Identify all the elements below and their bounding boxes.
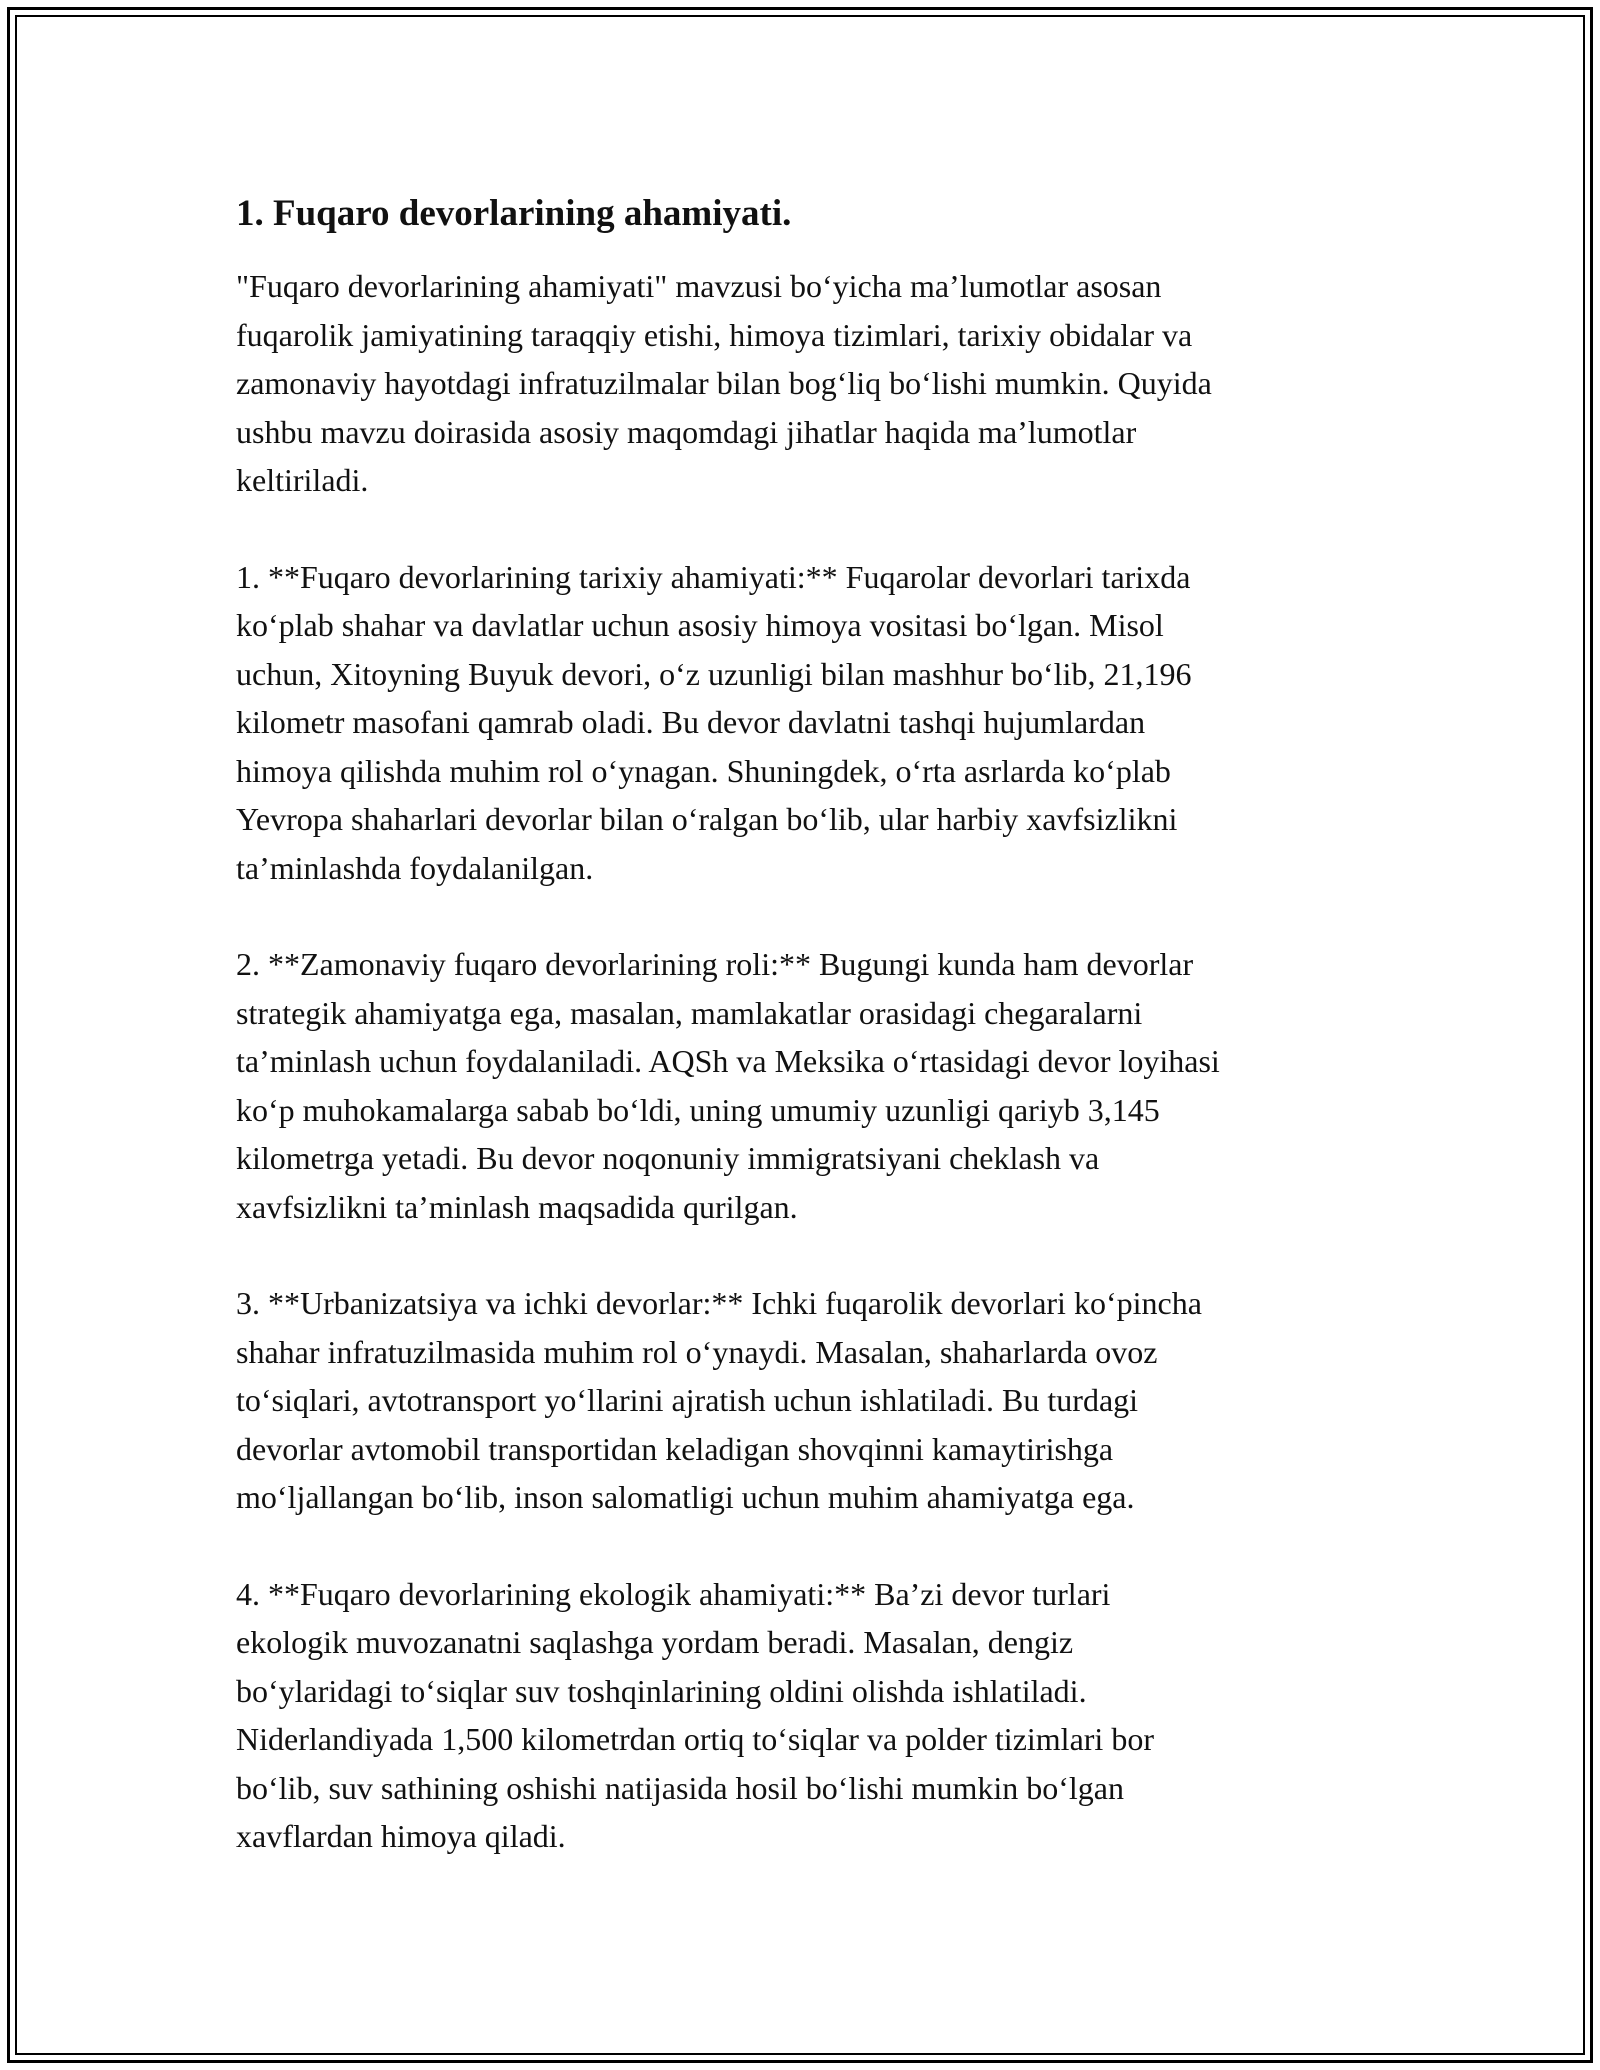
paragraph-intro [236, 262, 1386, 505]
text-line: xavfsizlikni ta’minlash maqsadida qurilgan. [236, 1188, 798, 1225]
paragraph-historical [236, 553, 1386, 893]
text-line: kilometrga yetadi. Bu devor noqonuniy immigratsiyani cheklash va [236, 1140, 1100, 1176]
text-line: shahar infratuzilmasida muhim rol o‘ynaydi. Masalan, shaharlarda ovoz [236, 1333, 1158, 1370]
text-line: ko‘plab shahar va davlatlar uchun asosiy himoya vositasi bo‘lgan. Misol [236, 607, 1164, 643]
text-line: "Fuqaro devorlarining ahamiyati" mavzusi bo‘yicha ma’lumotlar asosan [236, 268, 1162, 304]
text-line: ta’minlashda foydalanilgan. [236, 849, 594, 886]
text-line: himoya qilishda muhim rol o‘ynagan. Shuningdek, o‘rta asrlarda ko‘plab [236, 752, 1171, 789]
document-title: 1. Fuqaro devorlarining ahamiyati. [236, 193, 792, 234]
text-line: to‘siqlari, avtotransport yo‘llarini ajratish uchun ishlatiladi. Bu turdagi [236, 1382, 1139, 1418]
text-line: 2. **Zamonaviy fuqaro devorlarining roli:** Bugungi kunda ham devorlar [236, 946, 1194, 982]
text-line: 3. **Urbanizatsiya va ichki devorlar:** Ichki fuqarolik devorlari ko‘pincha [236, 1285, 1202, 1321]
text-line: 1. **Fuqaro devorlarining tarixiy ahamiyati:** Fuqarolar devorlari tarixda [236, 558, 1191, 595]
paragraph-ecological [236, 1570, 1386, 1861]
text-line: xavflardan himoya qiladi. [236, 1818, 566, 1854]
text-line: ushbu mavzu doirasida asosiy maqomdagi jihatlar haqida ma’lumotlar [236, 413, 1137, 450]
text-line: uchun, Xitoyning Buyuk devori, o‘z uzunligi bilan mashhur bo‘lib, 21,196 [236, 655, 1192, 692]
text-line: ta’minlash uchun foydalaniladi. AQSh va Meksika o‘rtasidagi devor loyihasi [236, 1043, 1220, 1079]
text-line: ekologik muvozanatni saqlashga yordam beradi. Masalan, dengiz [236, 1624, 1074, 1660]
text-line: strategik ahamiyatga ega, masalan, mamlakatlar orasidagi chegaralarni [236, 994, 1143, 1031]
text-line: bo‘lib, suv sathining oshishi natijasida hosil bo‘lishi mumkin bo‘lgan [236, 1769, 1124, 1806]
text-line: 4. **Fuqaro devorlarining ekologik ahamiyati:** Ba’zi devor turlari [236, 1575, 1111, 1612]
text-line: bo‘ylaridagi to‘siqlar suv toshqinlarining oldini olishda ishlatiladi. [236, 1672, 1087, 1709]
text-line: fuqarolik jamiyatining taraqqiy etishi, himoya tizimlari, tarixiy obidalar va [236, 316, 1193, 353]
text-line: mo‘ljallangan bo‘lib, inson salomatligi uchun muhim ahamiyatga ega. [236, 1479, 1135, 1515]
text-line: kilometr masofani qamrab oladi. Bu devor davlatni tashqi hujumlardan [236, 704, 1146, 740]
text-line: Yevropa shaharlari devorlar bilan o‘ralgan bo‘lib, ular harbiy xavfsizlikni [236, 801, 1178, 837]
paragraph-urbanization [236, 1279, 1386, 1522]
text-line: zamonaviy hayotdagi infratuzilmalar bilan bog‘liq bo‘lishi mumkin. Quyida [236, 365, 1212, 401]
text-line: Niderlandiyada 1,500 kilometrdan ortiq to‘siqlar va polder tizimlari bor [236, 1721, 1154, 1757]
paragraph-modern [236, 940, 1386, 1231]
text-line: keltiriladi. [236, 462, 369, 498]
document-body [236, 188, 1386, 1909]
text-line: ko‘p muhokamalarga sabab bo‘ldi, uning umumiy uzunligi qariyb 3,145 [236, 1091, 1160, 1128]
text-line: devorlar avtomobil transportidan keladigan shovqinni kamaytirishga [236, 1430, 1114, 1467]
